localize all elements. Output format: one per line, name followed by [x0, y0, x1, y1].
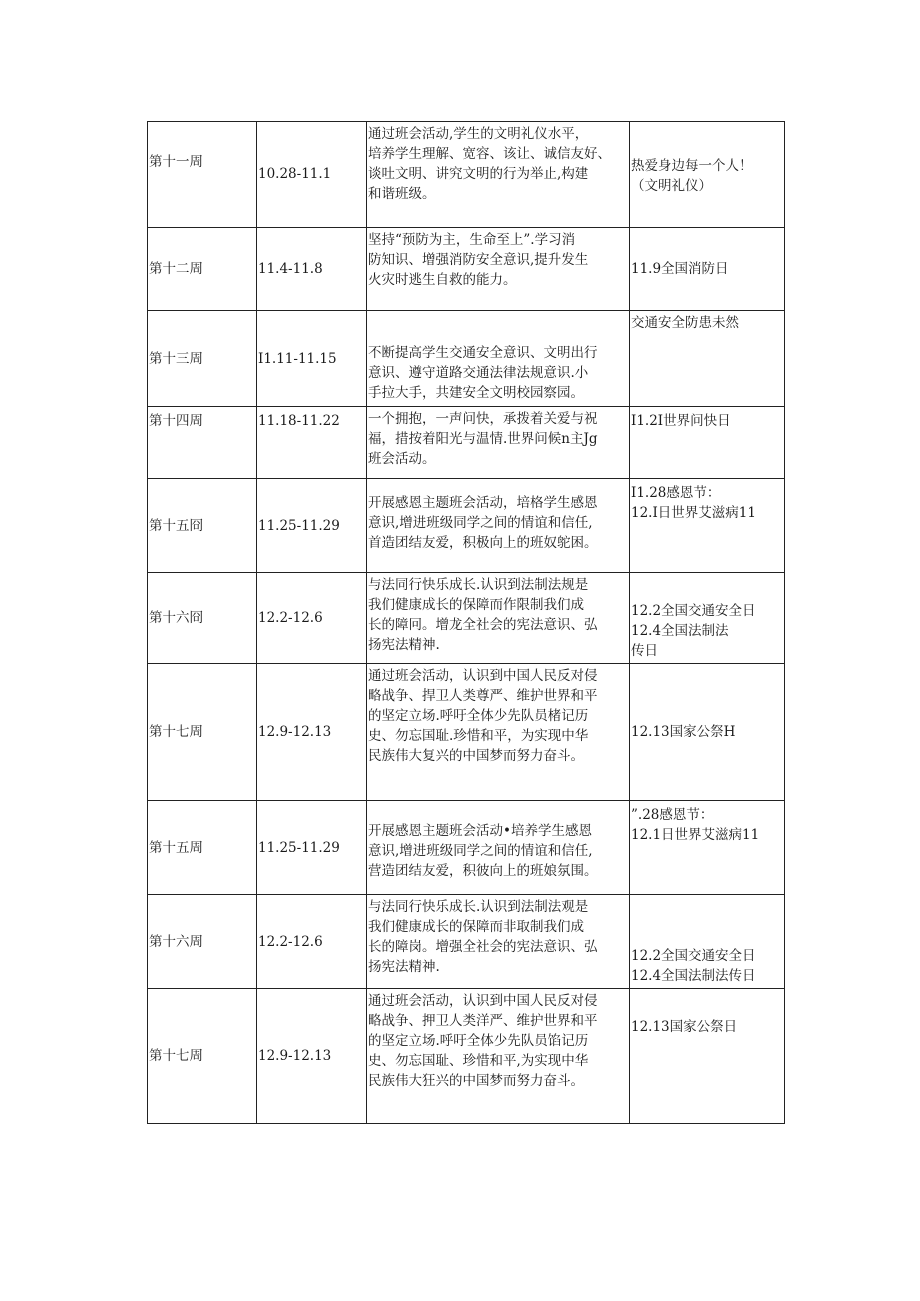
theme-cell: 热爱身边每一个人！ （文明礼仪）	[630, 122, 785, 228]
date-cell: 10.28-11.1	[257, 122, 367, 228]
goal-cell: 坚持“预防为主，生命至上”.学习消 防知识、增强消防安全意识,提升发生 火灾时逃生自救的能力。	[367, 228, 630, 311]
date-cell: 11.18-11.22	[257, 407, 367, 479]
date-cell: I1.11-11.15	[257, 311, 367, 407]
date-cell: 11.25-11.29	[257, 801, 367, 895]
week-cell: 第十一周	[148, 122, 257, 228]
table-row	[148, 664, 785, 801]
table-row	[148, 573, 785, 664]
theme-cell: 11.9全国消防日	[630, 228, 785, 311]
goal-cell: 通过班会活动，认识到中国人民反对侵 略战争、捍卫人类尊严、维护世界和平 的坚定立场.呼吁全体少先队员楮记历 史、勿忘国耻.珍惜和平，为实现中华 民族伟大复兴的中国梦而努力奋斗。	[367, 664, 630, 801]
theme-cell: 12.2全国交通安全日 12.4全国法制法 传日	[630, 573, 785, 664]
week-cell: 第十四周	[148, 407, 257, 479]
theme-cell: I1.28感恩节： 12.I日世界艾滋病11	[630, 479, 785, 573]
goal-cell: 与法同行快乐成长.认识到法制法观是 我们健康成长的保障而非取制我们成 长的障岗。增强全社会的宪法意识、弘 扬宪法精神.	[367, 895, 630, 989]
weekly-plan-table	[147, 121, 785, 1124]
week-cell: 第十七周	[148, 989, 257, 1124]
week-cell: 第十六冏	[148, 573, 257, 664]
table-row	[148, 407, 785, 479]
week-cell: 第十五冏	[148, 479, 257, 573]
goal-cell: 一个拥抱，一声问快，承拨着关爱与祝 福，措按着阳光与温情.世界问候n主Jg 班会活动。	[367, 407, 630, 479]
theme-cell: 12.2全国交通安全日 12.4全国法制法传日	[630, 895, 785, 989]
goal-cell: 开展感恩主题班会活动，培格学生感恩 意识,增进班级同学之间的情谊和信任, 首造团结友爱，积极向上的班奴鸵困。	[367, 479, 630, 573]
table-row	[148, 895, 785, 989]
week-cell: 第十二周	[148, 228, 257, 311]
theme-cell: 12.13国家公祭日	[630, 989, 785, 1124]
week-cell: 第十六周	[148, 895, 257, 989]
goal-cell: 通过班会活动，认识到中国人民反对侵 略战争、押卫人类洋严、维护世界和平 的坚定立场.呼吁全体少先队员馅记历 史、勿忘国耻、珍惜和平,为实现中华 民族伟大狂兴的中国梦而努力奋斗。	[367, 989, 630, 1124]
week-cell: 第十三周	[148, 311, 257, 407]
table-row	[148, 801, 785, 895]
date-cell: 12.2-12.6	[257, 895, 367, 989]
goal-cell: 不断提高学生交通安全意识、文明出行 意识、遵守道路交通法律法规意识.小 手拉大手，共建安全文明校园察园。	[367, 311, 630, 407]
date-cell: 12.2-12.6	[257, 573, 367, 664]
table-row	[148, 311, 785, 407]
week-cell: 第十七周	[148, 664, 257, 801]
date-cell: 12.9-12.13	[257, 989, 367, 1124]
table-row	[148, 479, 785, 573]
table-row	[148, 989, 785, 1124]
goal-cell: 通过班会活动,学生的文明礼仪水平， 培养学生理解、宽容、该让、诚信友好、 谈吐文明、讲究文明的行为举止,构建 和谐班级。	[367, 122, 630, 228]
goal-cell: 开展感恩主题班会活动•培养学生感恩 意识,增进班级同学之间的情谊和信任, 营造团结友爱，积彼向上的班娘氛围。	[367, 801, 630, 895]
theme-cell: ”.28感恩节： 12.1日世界艾滋病11	[630, 801, 785, 895]
theme-cell: I1.2I世界问快日	[630, 407, 785, 479]
week-cell: 第十五周	[148, 801, 257, 895]
table-row	[148, 228, 785, 311]
goal-cell: 与法同行快乐成长.认识到法制法规是 我们健康成长的保障而作限制我们成 长的障冋。增龙全社会的宪法意识、弘 扬宪法精神.	[367, 573, 630, 664]
theme-cell: 交通安全防患未然	[630, 311, 785, 407]
date-cell: 11.25-11.29	[257, 479, 367, 573]
table-row	[148, 122, 785, 228]
date-cell: 12.9-12.13	[257, 664, 367, 801]
theme-cell: 12.13国家公祭H	[630, 664, 785, 801]
date-cell: 11.4-11.8	[257, 228, 367, 311]
